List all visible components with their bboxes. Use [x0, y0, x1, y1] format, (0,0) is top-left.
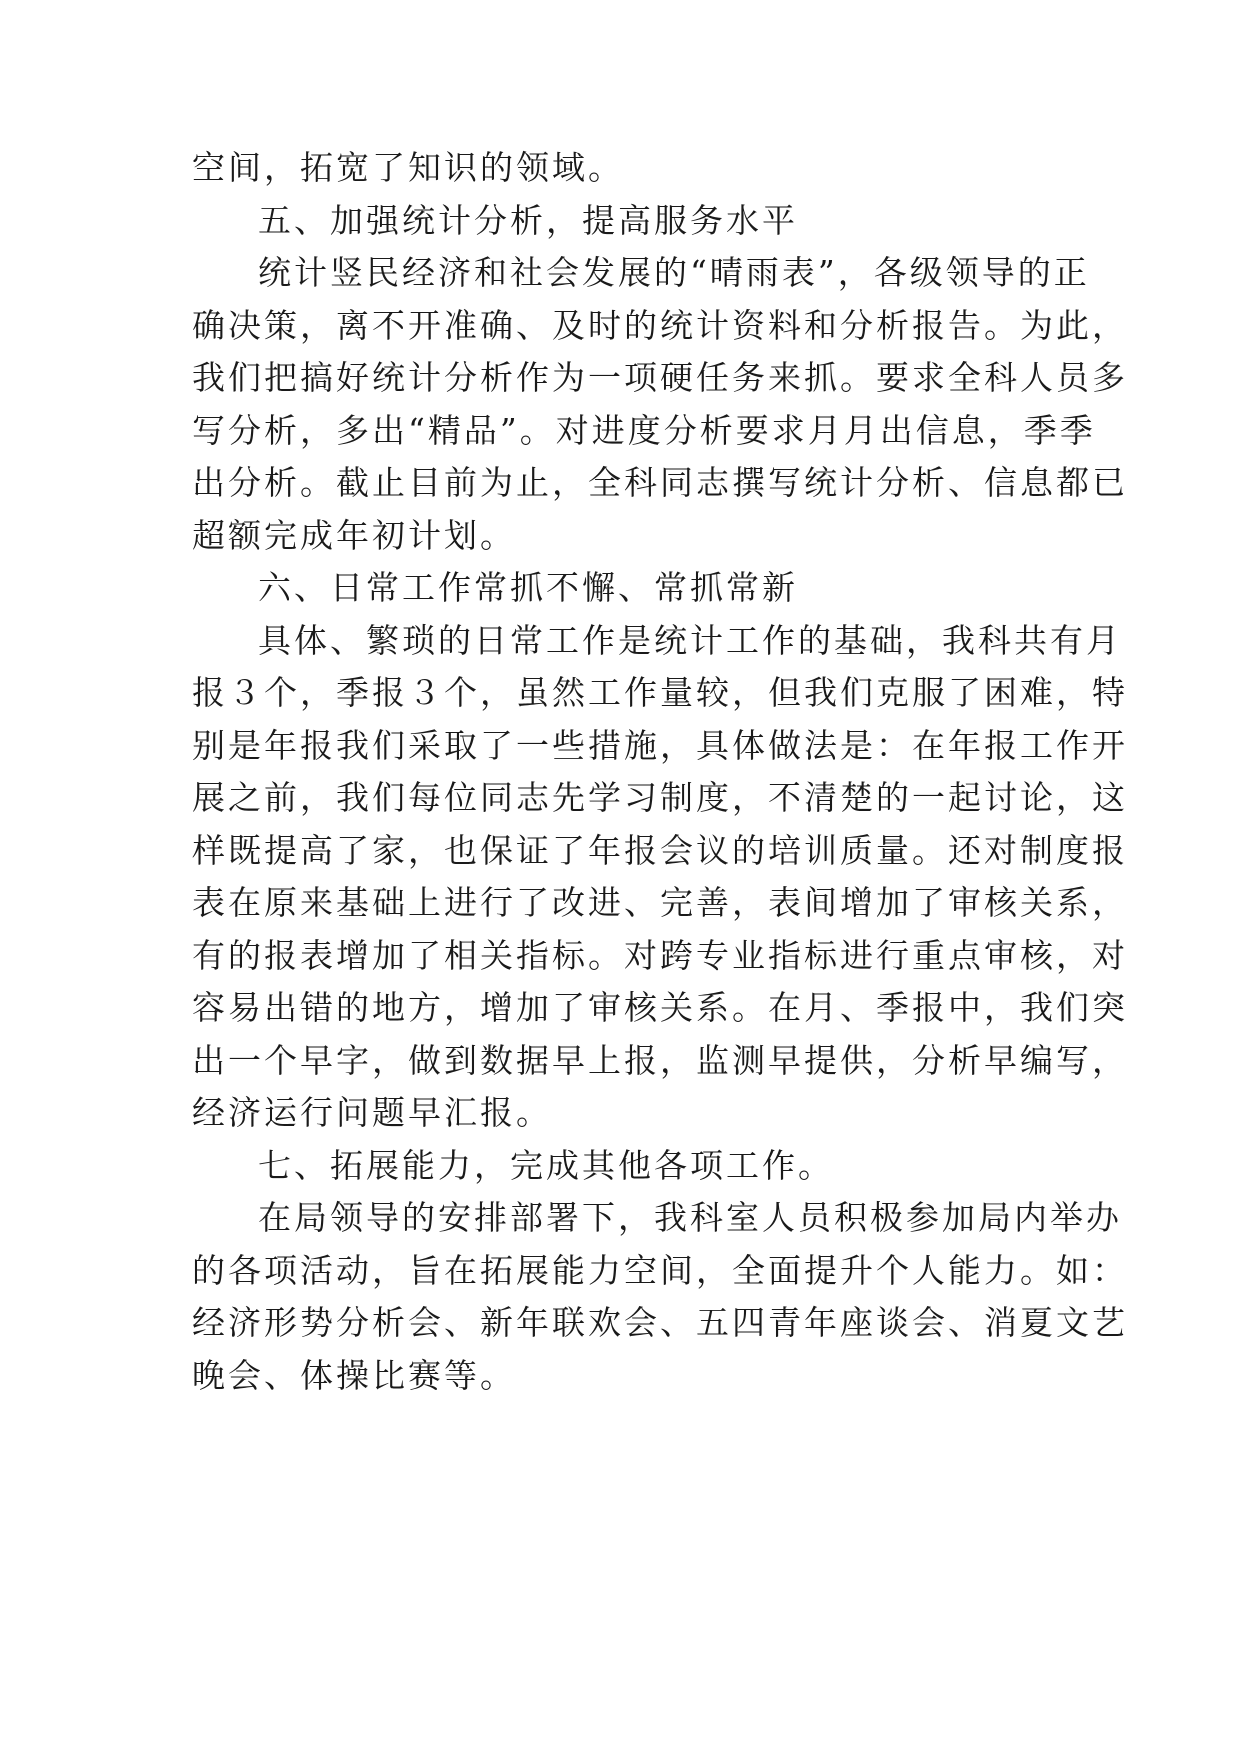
text-line: 写分析，多出“精品”。对进度分析要求月月出信息，季季	[192, 411, 1096, 450]
text-line: 我们把搞好统计分析作为一项硬任务来抓。要求全科人员多	[192, 358, 1128, 397]
text-line: 经济形势分析会、新年联欢会、五四青年座谈会、消夏文艺	[192, 1303, 1128, 1342]
text-line: 具体、繁琐的日常工作是统计工作的基础，我科共有月	[258, 621, 1122, 660]
text-line: 空间，拓宽了知识的领域。	[192, 148, 624, 187]
text-line: 容易出错的地方，增加了审核关系。在月、季报中，我们突	[192, 988, 1128, 1027]
text-line: 样既提高了家，也保证了年报会议的培训质量。还对制度报	[192, 831, 1128, 870]
text-line: 报３个，季报３个，虽然工作量较，但我们克服了困难，特	[192, 673, 1128, 712]
section-heading: 六、日常工作常抓不懈、常抓常新	[258, 568, 798, 607]
text-line: 别是年报我们采取了一些措施，具体做法是：在年报工作开	[192, 726, 1128, 765]
text-line: 有的报表增加了相关指标。对跨专业指标进行重点审核，对	[192, 936, 1128, 975]
text-line: 超额完成年初计划。	[192, 516, 516, 555]
text-line: 表在原来基础上进行了改进、完善，表间增加了审核关系，	[192, 883, 1128, 922]
text-line: 的各项活动，旨在拓展能力空间，全面提升个人能力。如：	[192, 1251, 1128, 1290]
text-line: 统计竖民经济和社会发展的“晴雨表”，各级领导的正	[258, 253, 1090, 292]
text-line: 展之前，我们每位同志先学习制度，不清楚的一起讨论，这	[192, 778, 1128, 817]
text-line: 出一个早字，做到数据早上报，监测早提供，分析早编写，	[192, 1041, 1128, 1080]
text-line: 出分析。截止目前为止，全科同志撰写统计分析、信息都已	[192, 463, 1128, 502]
section-heading: 五、加强统计分析，提高服务水平	[258, 201, 798, 240]
section-heading: 七、拓展能力，完成其他各项工作。	[258, 1146, 834, 1185]
text-line: 在局领导的安排部署下，我科室人员积极参加局内举办	[258, 1198, 1122, 1237]
text-line: 确决策，离不开准确、及时的统计资料和分析报告。为此，	[192, 306, 1128, 345]
text-line: 经济运行问题早汇报。	[192, 1093, 552, 1132]
text-line: 晚会、体操比赛等。	[192, 1356, 516, 1395]
